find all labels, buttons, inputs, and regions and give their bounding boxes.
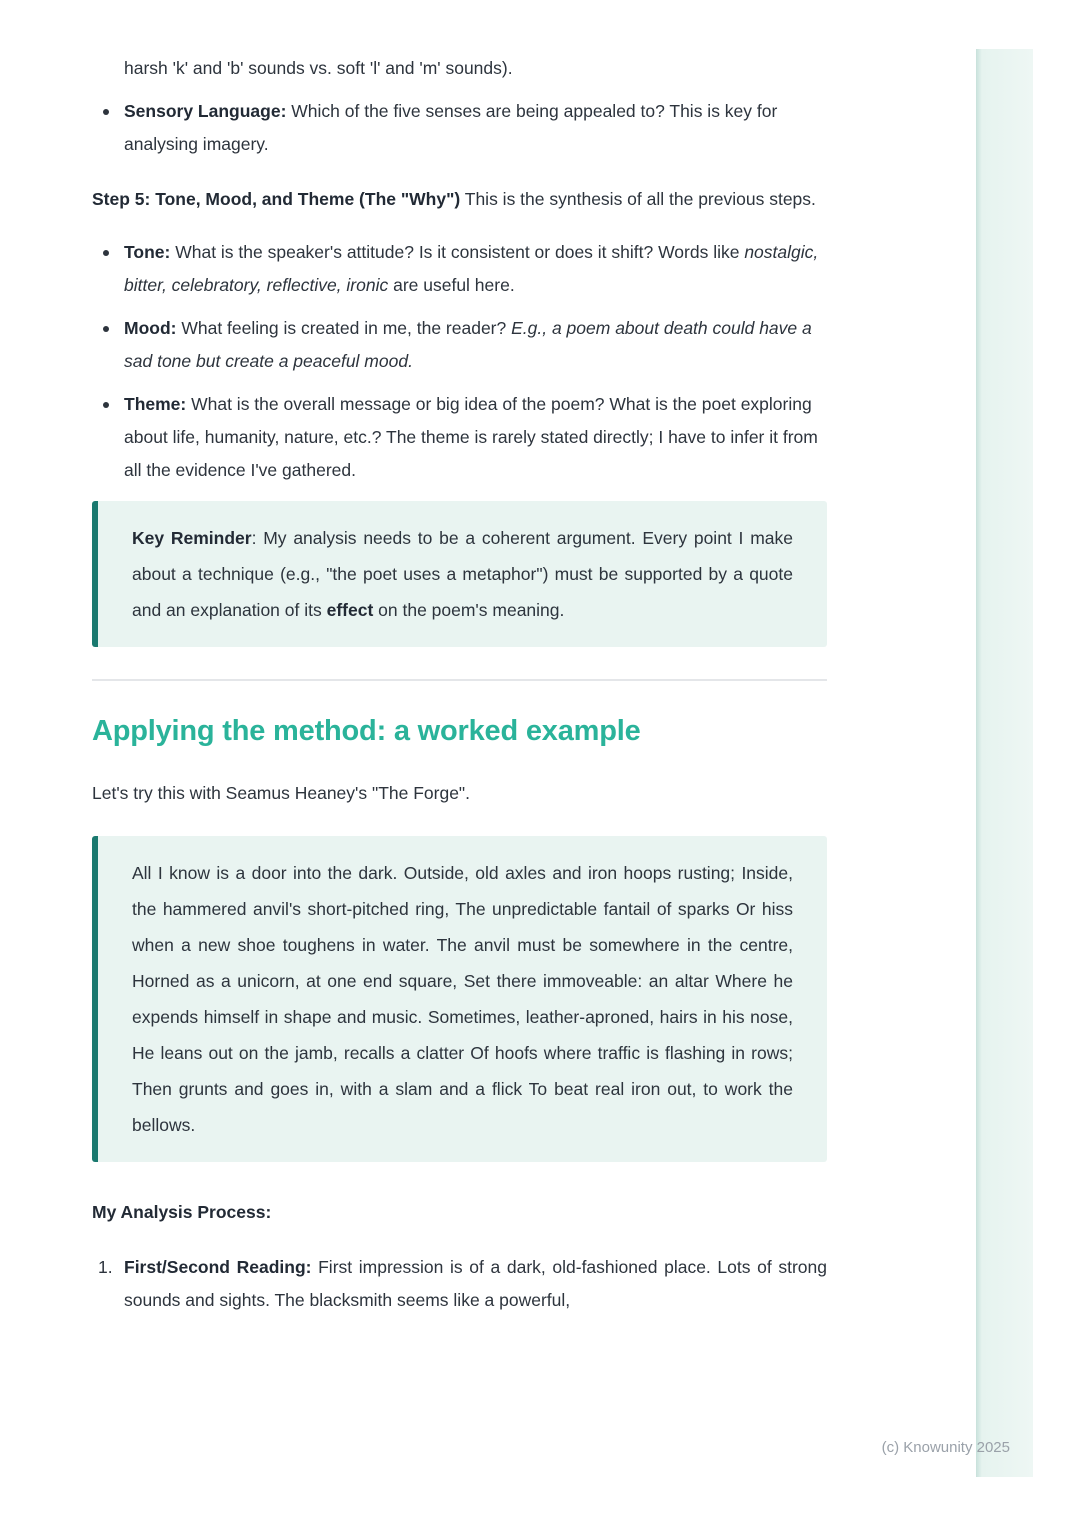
numbered-list [92, 1251, 827, 1317]
numbered-item-label: First/Second Reading: [124, 1257, 312, 1277]
bullet-list-top [92, 95, 827, 161]
list-item-tone [92, 236, 827, 302]
step5-text: This is the synthesis of all the previous steps. [460, 189, 816, 209]
bullet-icon [103, 250, 109, 256]
bullet-italic-text: E.g., a poem about death could have a sad tone but create a peaceful mood. [124, 318, 812, 371]
bullet-text: Which of the five senses are being appealed to? This is key for analysing imagery. [124, 101, 778, 154]
key-reminder-text: : My analysis needs to be a coherent argument. Every point I make about a technique (e.g., "the poet uses a metaphor") must be supported by a quote and an explanation of its [132, 528, 793, 620]
bullet-icon [103, 109, 109, 115]
bullet-text: What is the speaker's attitude? Is it consistent or does it shift? Words like [170, 242, 745, 262]
list-number: 1. [98, 1257, 113, 1277]
bullet-label: Theme: [124, 394, 187, 414]
key-reminder-callout [92, 501, 827, 647]
poem-quote-box [92, 836, 827, 1162]
list-item-first-second-reading [92, 1251, 827, 1317]
list-item-theme [92, 388, 827, 487]
numbered-item-text: First impression is of a dark, old-fashioned place. Lots of strong sounds and sights. The blacksmith seems like a powerful, [124, 1257, 827, 1310]
bullet-text: What feeling is created in me, the reader? [176, 318, 512, 338]
section-heading: Applying the method: a worked example [92, 715, 641, 747]
bullet-italic-text: nostalgic, bitter, celebratory, reflective, ironic [124, 242, 819, 295]
poem-text: All I know is a door into the dark. Outside, old axles and iron hoops rusting; Inside, the hammered anvil's short-pitched ring, The unpredictable fantail of sparks Or hiss when a new shoe toughens in water. The anvil must be somewhere in the centre, Horned as a unicorn, at one end square, Set there immoveable: an altar Where he expends himself in shape and music. Sometimes, leather-aproned, hairs in his nose, He leans out on the jamb, recalls a clatter Of hoofs where traffic is flashing in rows; Then grunts and goes in, with a slam and a flick To beat real iron out, to work the bellows. [132, 863, 793, 1135]
step5-label: Step 5: Tone, Mood, and Theme (The "Why") [92, 189, 461, 209]
key-reminder-emphasis: effect [326, 600, 374, 620]
bullet-list-tone-mood-theme [92, 236, 827, 487]
bullet-icon [103, 326, 109, 332]
paragraph-continuation [124, 52, 827, 85]
document-content [92, 0, 827, 1317]
bullet-text: What is the overall message or big idea of the poem? What is the poet exploring about life, humanity, nature, etc.? The theme is rarely stated directly; I have to infer it from all the evidence I've gathered. [124, 394, 818, 480]
continuation-text: harsh 'k' and 'b' sounds vs. soft 'l' and 'm' sounds). [124, 58, 513, 78]
section-divider [92, 679, 827, 681]
bullet-text-tail: are useful here. [388, 275, 515, 295]
bullet-icon [103, 402, 109, 408]
analysis-process-heading: My Analysis Process: [92, 1202, 272, 1222]
copyright-text: (c) Knowunity 2025 [881, 1439, 1010, 1456]
section-intro: Let's try this with Seamus Heaney's "The Forge". [92, 783, 471, 803]
list-item-sensory-language [92, 95, 827, 161]
bullet-label: Sensory Language: [124, 101, 287, 121]
key-reminder-text-tail: on the poem's meaning. [373, 600, 565, 620]
paragraph-step5 [92, 183, 827, 216]
key-reminder-label: Key Reminder [132, 528, 252, 548]
bullet-label: Tone: [124, 242, 171, 262]
list-item-mood [92, 312, 827, 378]
page-edge-strip [976, 49, 1033, 1477]
bullet-label: Mood: [124, 318, 177, 338]
